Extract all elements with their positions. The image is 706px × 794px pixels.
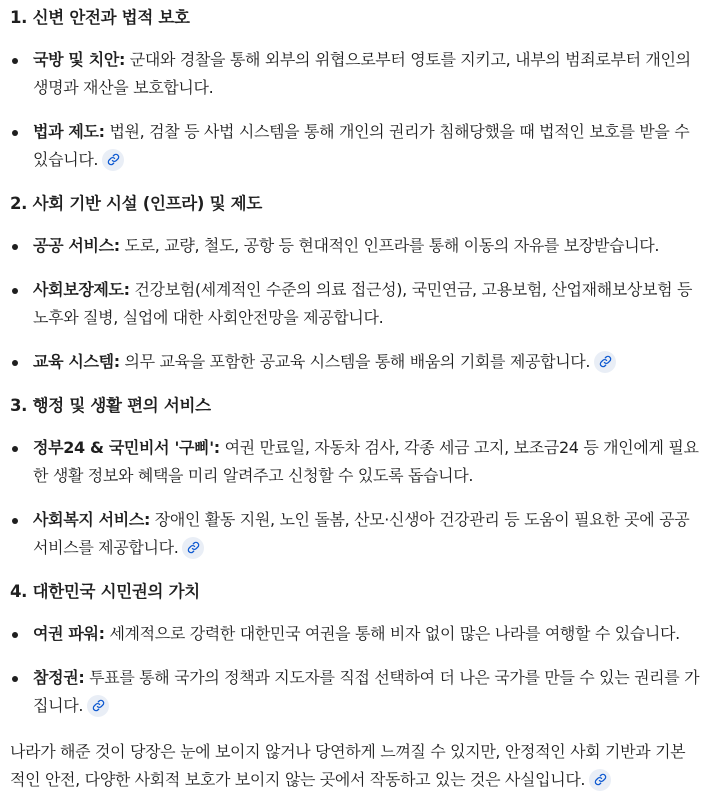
section-heading: 2. 사회 기반 시설 (인프라) 및 제도	[10, 194, 262, 213]
source-link-button[interactable]	[594, 351, 616, 373]
bullet-list	[10, 620, 706, 720]
item-text: 투표를 통해 국가의 정책과 지도자를 직접 선택하여 더 나은 국가를 만들 수 있는 권리를 가집니다.	[33, 668, 700, 715]
section-personal-safety	[10, 6, 706, 174]
list-item	[10, 620, 701, 648]
item-term: 여권 파워:	[33, 624, 105, 643]
link-icon	[594, 773, 607, 786]
item-term: 정부24 & 국민비서 '구삐':	[33, 438, 220, 457]
item-term: 사회복지 서비스:	[33, 510, 151, 529]
link-icon	[107, 153, 120, 166]
list-item	[10, 664, 701, 720]
item-term: 교육 시스템:	[33, 352, 120, 371]
source-link-button[interactable]	[87, 695, 109, 717]
list-item	[10, 276, 701, 332]
bullet-list	[10, 434, 706, 562]
section-citizenship-value	[10, 580, 706, 720]
item-text: 장애인 활동 지원, 노인 돌봄, 산모·신생아 건강관리 등 도움이 필요한 곳에 공공 서비스를 제공합니다.	[33, 510, 690, 557]
section-infrastructure	[10, 192, 706, 376]
list-item	[10, 232, 701, 260]
source-link-button[interactable]	[589, 769, 611, 791]
list-item	[10, 118, 701, 174]
list-item	[10, 506, 701, 562]
list-item	[10, 348, 701, 376]
link-icon	[187, 541, 200, 554]
item-term: 사회보장제도:	[33, 280, 130, 299]
item-text: 법원, 검찰 등 사법 시스템을 통해 개인의 권리가 침해당했을 때 법적인 보호를 받을 수 있습니다.	[33, 122, 690, 169]
link-icon	[92, 699, 105, 712]
bullet-list	[10, 232, 706, 376]
link-icon	[599, 355, 612, 368]
item-text: 의무 교육을 포함한 공교육 시스템을 통해 배움의 기회를 제공합니다.	[119, 352, 591, 371]
bullet-list	[10, 46, 706, 174]
closing-paragraph	[10, 738, 700, 794]
section-heading: 4. 대한민국 시민권의 가치	[10, 582, 200, 601]
section-admin-services	[10, 394, 706, 562]
item-text: 세계적으로 강력한 대한민국 여권을 통해 비자 없이 많은 나라를 여행할 수 있습니다.	[104, 624, 680, 643]
source-link-button[interactable]	[182, 537, 204, 559]
item-text: 군대와 경찰을 통해 외부의 위협으로부터 영토를 지키고, 내부의 범죄로부터 개인의 생명과 재산을 보호합니다.	[33, 50, 691, 97]
item-term: 참정권:	[33, 668, 85, 687]
closing-text: 나라가 해준 것이 당장은 눈에 보이지 않거나 당연하게 느껴질 수 있지만, 안정적인 사회 기반과 기본적인 안전, 다양한 사회적 보호가 보이지 않는 곳에서 작동하고 있는 것은 사실입니다.	[10, 742, 686, 789]
item-text: 건강보험(세계적인 수준의 의료 접근성), 국민연금, 고용보험, 산업재해보상보험 등 노후와 질병, 실업에 대한 사회안전망을 제공합니다.	[33, 280, 693, 327]
item-term: 법과 제도:	[33, 122, 105, 141]
item-term: 공공 서비스:	[33, 236, 120, 255]
section-heading: 3. 행정 및 생활 편의 서비스	[10, 396, 211, 415]
list-item	[10, 434, 701, 490]
source-link-button[interactable]	[102, 149, 124, 171]
item-text: 여권 만료일, 자동차 검사, 각종 세금 고지, 보조금24 등 개인에게 필요한 생활 정보와 혜택을 미리 알려주고 신청할 수 있도록 돕습니다.	[33, 438, 699, 485]
item-text: 도로, 교량, 철도, 공항 등 현대적인 인프라를 통해 이동의 자유를 보장받습니다.	[119, 236, 660, 255]
item-term: 국방 및 치안:	[33, 50, 126, 69]
list-item	[10, 46, 701, 102]
section-heading: 1. 신변 안전과 법적 보호	[10, 8, 190, 27]
